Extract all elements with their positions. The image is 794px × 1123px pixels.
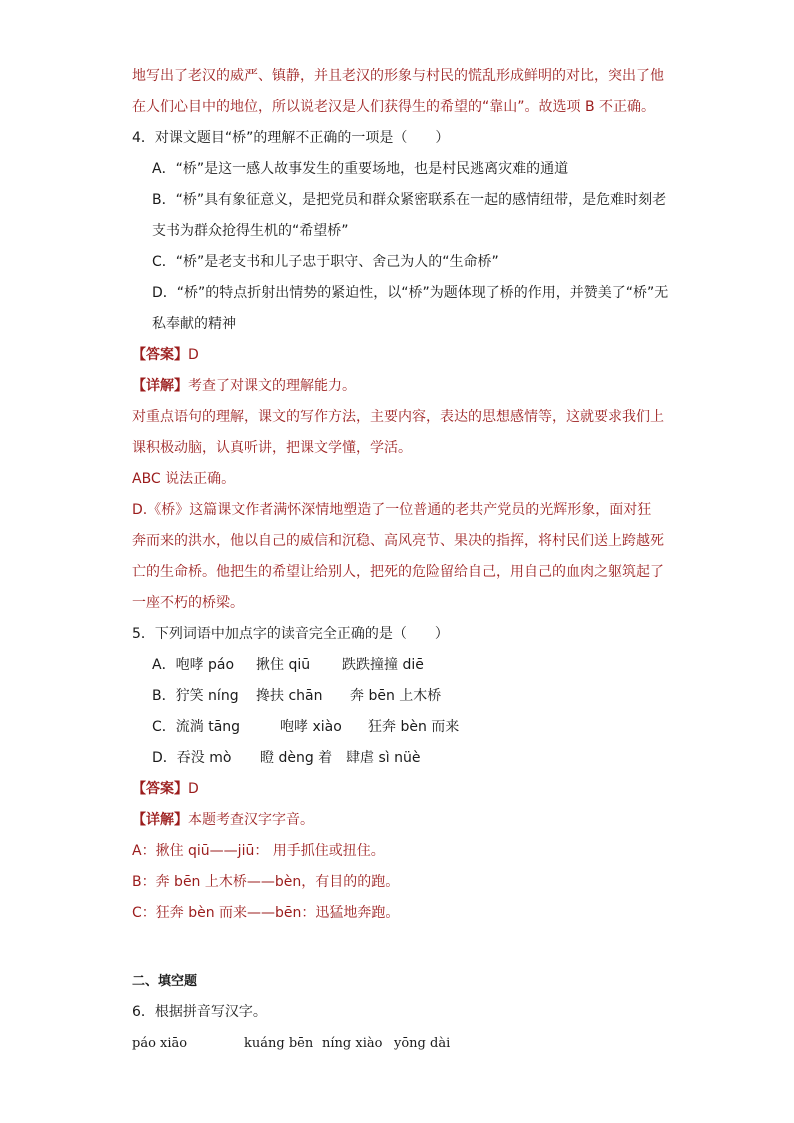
q4-detail-tag: 【详解】 [132,378,188,394]
q6-pinyin-3: níng xiào [322,1036,383,1051]
q5-option-b-word-1: B．狞笑 níng [152,688,239,704]
q5-option-d-word-3: 肆虐 sì nüè [346,750,421,766]
q5-option-a-word-3: 跌跌撞撞 diē [342,657,424,673]
q4-option-b-line-2: 支书为群众抢得生机的“希望桥” [152,223,349,239]
q4-detail-line-7: 一座不朽的桥梁。 [132,595,244,611]
prev-detail-line-2: 在人们心目中的地位，所以说老汉是人们获得生的希望的“靠山”。故选项 B 不正确。 [132,99,656,115]
q6-pinyin-1: páo xiāo [132,1036,188,1051]
q5-detail-tag: 【详解】 [132,812,188,828]
q5-option-c-word-3: 狂奔 bèn 而来 [368,719,460,735]
q5-option-a [152,655,424,675]
q5-detail-line-1: A：揪住 qiū——jiū： 用手抓住或扭住。 [132,843,385,859]
q4-detail-intro-text: 考查了对课文的理解能力。 [188,378,356,394]
q4-option-d-line-1: D．“桥”的特点折射出情势的紧迫性，以“桥”为题体现了桥的作用，并赞美了“桥”无 [152,285,669,301]
q5-detail-intro [132,810,314,830]
q5-option-d-word-1: D．吞没 mò [152,750,232,766]
q4-option-c: C．“桥”是老支书和儿子忠于职守、舍己为人的“生命桥” [152,254,499,270]
q4-detail-intro [132,376,356,396]
q4-option-a: A．“桥”是这一感人故事发生的重要场地，也是村民逃离灾难的通道 [152,161,569,177]
q5-answer-tag: 【答案】 [132,781,188,797]
q4-detail-line-6: 亡的生命桥。他把生的希望让给别人，把死的危险留给自己，用自己的血肉之躯筑起了 [132,564,664,580]
q5-option-c-word-2: 咆哮 xiào [280,719,342,735]
q5-option-b [152,686,441,706]
q5-answer-value: D [188,781,199,797]
q5-option-c-word-1: C．流淌 tāng [152,719,241,735]
q5-option-a-word-1: A．咆哮 páo [152,657,235,673]
q4-answer-value: D [188,347,199,363]
q4-detail-line-2: 课积极动脑，认真听讲，把课文学懂，学活。 [132,440,412,456]
q6-pinyin-2: kuáng bēn [244,1036,314,1051]
q5-option-c [152,717,459,737]
q5-detail-line-3: C：狂奔 bèn 而来——bēn：迅猛地奔跑。 [132,905,400,921]
q4-detail-line-5: 奔而来的洪水，他以自己的威信和沉稳、高风亮节、果决的指挥，将村民们送上跨越死 [132,533,664,549]
q4-answer [132,345,199,365]
q4-option-b-line-1: B．“桥”具有象征意义，是把党员和群众紧密联系在一起的感情纽带，是危难时刻老 [152,192,667,208]
q5-detail-intro-text: 本题考查汉字字音。 [188,812,314,828]
q5-option-d-word-2: 瞪 dèng 着 [260,750,333,766]
q4-option-d-line-2: 私奉献的精神 [152,316,236,332]
q5-option-b-word-3: 奔 bēn 上木桥 [350,688,442,704]
q6-pinyin-row [132,1033,450,1054]
q5-option-a-word-2: 揪住 qiū [256,657,311,673]
prev-detail-line-1: 地写出了老汉的威严、镇静，并且老汉的形象与村民的慌乱形成鲜明的对比，突出了他 [132,68,664,84]
q4-stem: 4．对课文题目“桥”的理解不正确的一项是（ ） [132,130,450,146]
q5-option-b-word-2: 搀扶 chān [256,688,323,704]
q5-detail-line-2: B：奔 bēn 上木桥——bèn，有目的的跑。 [132,874,400,890]
q5-answer [132,779,199,799]
q4-detail-line-4: D.《桥》这篇课文作者满怀深情地塑造了一位普通的老共产党员的光辉形象，面对狂 [132,502,652,518]
q4-detail-line-3: ABC 说法正确。 [132,471,236,487]
q5-option-d [152,748,420,768]
section-2-title: 二、填空题 [132,974,198,989]
q4-answer-tag: 【答案】 [132,347,188,363]
q6-stem: 6．根据拼音写汉字。 [132,1004,267,1020]
q4-detail-line-1: 对重点语句的理解，课文的写作方法，主要内容，表达的思想感情等，这就要求我们上 [132,409,664,425]
q5-stem: 5．下列词语中加点字的读音完全正确的是（ ） [132,626,449,642]
q6-pinyin-4: yōng dài [394,1036,451,1051]
